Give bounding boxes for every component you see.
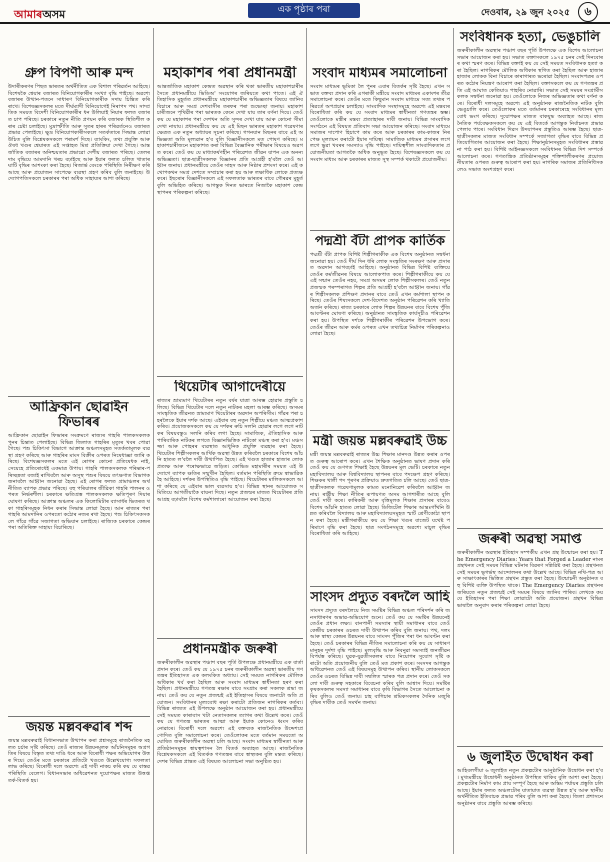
article-headline: জৰুৰী অৱস্থা সমাপ্ত: [478, 532, 582, 547]
column-divider: [153, 28, 154, 854]
article-body: আন্তৰ্জাতিক মহাকাশ কেন্দ্ৰত অৱস্থান কৰি থকা ভাৰতীয় মহাকাশচাৰীৰ সৈতে প্ৰধানমন্ত্ৰীয়ে ভিডিঅ' সংযোগৰ জৰিয়তে কথা পাতে। এই ঐতিহাসিক মুহূৰ্তত প্ৰধানমন্ত্ৰীয়ে মহাকাশচাৰীৰ অভিজ্ঞতাৰ বিষয়ে জানিব বিচাৰে আৰু সমগ্ৰ দেশবাসীৰ তৰফৰ পৰা শুভেচ্ছা জনায়। মহাকাশচাৰীজনে পৃথিৱীৰ পৰা ভাৰতক কেনে দেখা যায় তাৰ বৰ্ণনা দিয়ে। তেওঁ কয় যে মহাকাশৰ পৰা দেশখন অতি সুন্দৰ দেখা যায় আৰু কোনো সীমা দেখা নাযায়। প্ৰধানমন্ত্ৰীয়ে কয় যে এই মিছন ভাৰতৰ মহাকাশ গৱেষণাৰ ক্ষেত্ৰত এক নতুন অধ্যায়ৰ সূচনা কৰিছে। গগনযান মিছনৰ বাবে এই অভিজ্ঞতা অতি মূল্যৱান হ'ব বুলি বিজ্ঞানীসকলে মত পোষণ কৰিছে। মহাকাশচাৰীজনে মহাকাশত কৰা বিভিন্ন বৈজ্ঞানিক পৰীক্ষাৰ বিষয়েও অৱগত কৰে। তেওঁ কয় যে মাধ্যাকৰ্ষণহীন পৰিৱেশত জীৱন যাপন এক অনন্য অভিজ্ঞতা। ছাত্ৰ-ছাত্ৰীসকলক বিজ্ঞানৰ প্ৰতি আগ্ৰহী হ'বলৈ তেওঁ আহ্বান জনায়। প্ৰধানমন্ত্ৰীয়ে তেওঁৰ সাহস আৰু নিষ্ঠাৰ প্ৰশংসা কৰে। এই কথোপকথন সমগ্ৰ দেশতে সম্প্ৰচাৰ কৰা হয় আৰু লক্ষাধিক লোকে প্ৰত্যক্ষ কৰে। ইছৰোৰ বিজ্ঞানীসকলে এই সফলতাক ভাৰতৰ বাবে গৌৰৱৰ মুহূৰ্ত বুলি অভিহিত কৰিছে। আগন্তুক দিনত ভাৰতে নিজাকৈ মহাকাশ কেন্দ্ৰ স্থাপনৰ পৰিকল্পনা কৰিছে।: [157, 84, 303, 196]
section-divider: [8, 396, 150, 397]
article-body: উদাৰীকৰণৰ পিছত ভাৰতৰ অৰ্থনীতিত এক বিশাল পৰিৱৰ্তন আহিছে। বিশেষকৈ শ্বেয়াৰ বজাৰত বিনিয়োগকাৰীৰ সংখ্যা বৃদ্ধি পাইছে। অৱশ্যে বজাৰৰ উত্থান-পতনে সাধাৰণ বিনিয়োগকাৰীক সদায় চিন্তিত কৰি ৰাখে। বিশেষজ্ঞসকলৰ মতে দীৰ্ঘম্যাদী বিনিয়োগেই নিৰাপদ পথ। সাম্প্ৰতিক সময়ত বিদেশী বিনিয়োগকাৰীৰ ধন উলিয়াই নিয়াৰ ফলত বজাৰত চাপ পৰিছে। চৰকাৰে নতুন নীতি প্ৰণয়ন কৰি বজাৰক স্থিতিশীল কৰাৰ চেষ্টা চলাইছে। মুদ্ৰাস্ফীতি আৰু সুতৰ হাৰৰ পৰিৱৰ্তনেও বজাৰত প্ৰভাৱ পেলাইছে। ক্ষুদ্ৰ বিনিয়োগকাৰীসকলে সতৰ্কতাৰে সিদ্ধান্ত লোৱা উচিত বুলি বিশ্লেষকসকলে পৰামৰ্শ দিছে। ব্যাংকিং, তথ্য প্ৰযুক্তি আৰু ঔষধ খণ্ডৰ শ্বেয়াৰত এই সপ্তাহত মিশ্ৰ প্ৰতিক্ৰিয়া দেখা গৈছে। আন্তৰ্জাতিক বজাৰৰ অনিশ্চয়তাৰ প্ৰভাৱো দেশীয় বজাৰত পৰিছে। তেলৰ দাম বৃদ্ধিয়ে আমদানি খৰচ বঢ়াইছে আৰু ইয়াৰ ফলত চলিত খাতাৰ ঘাটি বৃদ্ধিৰ আশংকা কৰা হৈছে। ৰিজাৰ্ভ বেংকে পৰিস্থিতি নিৰীক্ষণ কৰি আছে আৰু প্ৰয়োজন সাপেক্ষে ব্যৱস্থা গ্ৰহণ কৰিব বুলি জনাইছে। উদ্যোগপতিসকলে চৰকাৰৰ পৰা অধিক সাহায্যৰ আশা কৰিছে।: [8, 84, 150, 183]
article-headline: সংবাদ মাধ্যমৰ সমালোচনা: [312, 66, 448, 81]
section-divider: [310, 430, 450, 431]
column-divider: [453, 28, 454, 854]
section-divider: [157, 638, 303, 639]
article-emergency-situation: [457, 532, 603, 742]
article-african-swine-fever: [8, 400, 150, 712]
article-headline: সংবিধানক হত্যা, ভেঙুচালি: [460, 30, 600, 45]
article-mp-pradyut: [310, 590, 450, 854]
section-divider: [157, 376, 303, 377]
article-constitution-murder: [457, 30, 603, 524]
article-theatre: [157, 380, 303, 634]
article-body: জৰুৰীকালীন অৱস্থাৰ পঞ্চাশ বছৰ পূৰ্তি উপলক্ষে এক বিশেষ আলোচনা সভাৰ আয়োজন কৰা হয়। সভাত বক্তাসকলে ১৯৭৫ চনৰ সেই দিনবোৰৰ কথা স্মৰণ কৰে। বিভিন্ন বক্তাই কয় যে সেই সময়ত সংবিধানক হত্যা কৰা হৈছিল। নাগৰিকৰ মৌলিক অধিকাৰ স্থগিত কৰা হৈছিল আৰু হাজাৰ হাজাৰ লোকক বিনা বিচাৰে কাৰাগাৰত ভৰোৱা হৈছিল। সংবাদপত্ৰৰ ওপৰত কঠোৰ নিয়ন্ত্ৰণ আৰোপ কৰা হৈছিল। বক্তাসকলে কয় যে গণতন্ত্ৰৰ প্ৰতি এই আঘাত কেতিয়াও পাহৰিব নোৱাৰি। সভাত সেই সময়ৰ সংগ্ৰামীসকলক সম্বৰ্ধনা জনোৱা হয়। তেওঁলোকে নিজৰ অভিজ্ঞতাৰ কথা বৰ্ণনা কৰে। বিৰোধী দলসমূহে অৱশ্যে এই অনুষ্ঠানক ৰাজনৈতিক নাটক বুলি ভেঙুচালি কৰে। তেওঁলোকৰ মতে বৰ্তমানৰ চৰকাৰেহে সংবিধানৰ মূল্যবোধ ভংগ কৰিছে। দুয়োপক্ষৰ মাজত বাকযুদ্ধ অব্যাহত আছে। ৰাজনৈতিক পৰ্যবেক্ষকসকলে কয় যে এই বিতৰ্কে আগন্তুক নিৰ্বাচনত প্ৰভাৱ পেলাব পাৰে। সংবিধান দিৱস উদযাপনৰ প্ৰস্তুতিও আৰম্ভ হৈছে। ছাত্ৰ-ছাত্ৰীসকলৰ মাজত সংবিধান সম্পৰ্কে সজাগতা বৃদ্ধিৰ বাবে বিভিন্ন প্ৰতিযোগিতাৰ আয়োজন কৰা হৈছে। শিক্ষানুষ্ঠানসমূহত সংবিধানৰ প্ৰস্তাৱনা পাঠ কৰা হয়। বিশিষ্ট আইনজ্ঞসকলে সংবিধানৰ বিভিন্ন দিশ সম্পৰ্কে আলোচনা কৰে। গণতান্ত্ৰিক প্ৰতিষ্ঠানসমূহৰ শক্তিশালীকৰণৰ প্ৰয়োজনীয়তাৰ ওপৰত গুৰুত্ব আৰোপ কৰা হয়। নাগৰিক সমাজৰ প্ৰতিনিধিসকলেও সভাত অংশগ্ৰহণ কৰে।: [457, 48, 603, 173]
section-divider: [457, 746, 603, 747]
section-divider: [310, 586, 450, 587]
article-body: আফ্ৰিকান ছোৱাইন ফিভাৰৰ সংক্ৰমণে ৰাজ্যৰ গাহৰি পালকসকলক পুনৰ চিন্তাত পেলাইছে। বিভিন্ন জিলাত গাহৰিৰ মৃত্যুৰ খবৰ পোৱা গৈছে। পশু চিকিৎসা বিভাগে আক্ৰান্ত অঞ্চলসমূহত সতৰ্কতামূলক ব্যৱস্থা গ্ৰহণ কৰিছে আৰু গাহৰিৰ মাংস বিক্ৰীৰ ওপৰত নিষেধাজ্ঞা জাৰি কৰিছে। বিশেষজ্ঞসকলৰ মতে এই ৰোগৰ কোনো প্ৰতিষেধক নাই, সেয়েহে প্ৰতিৰোধেই একমাত্ৰ উপায়। গাহৰি পালকসকলক পৰিষ্কাৰ-পৰিচ্ছন্নতা বজাই ৰাখিবলৈ আৰু অসুস্থ পশুৰ বিষয়ে তৎক্ষণাত বিভাগক জনাবলৈ আহ্বান জনোৱা হৈছে। এই ৰোগৰ ফলত গ্ৰামাঞ্চলৰ অৰ্থনীতিত ব্যাপক প্ৰভাৱ পৰিছে। বহু পৰিয়ালৰ জীৱিকা গাহৰি পালনৰ ওপৰত নিৰ্ভৰশীল। চৰকাৰে ক্ষতিগ্ৰস্ত পালকসকলক ক্ষতিপূৰণ দিয়াৰ ঘোষণা কৰিছে। আক্ৰান্ত অঞ্চলৰ এক কিলোমিটাৰ ব্যাসাৰ্ধৰ ভিতৰত থকা গাহৰিসমূহক নিধন কৰাৰ সিদ্ধান্ত লোৱা হৈছে। আন ৰাজ্যৰ পৰা গাহৰি আমদানিৰ ওপৰতো কঠোৰ নজৰ ৰখা হৈছে। পশু চিকিৎসকসকলে গাঁৱে গাঁৱে সজাগতা অভিযান চলাইছে। ৰাজ্যিক চৰকাৰে কেন্দ্ৰৰ পৰা অতিৰিক্ত সাহায্য বিচাৰিছে।: [8, 433, 150, 532]
article-body: সংবাদ মাধ্যমৰ ভূমিকা লৈ পুনৰ এবাৰ বিতৰ্কৰ সৃষ্টি হৈছে। এখন সভাত বক্তব্য প্ৰদান কৰি এগৰাকী মন্ত্ৰীয়ে সংবাদ মাধ্যমৰ একাংশৰ তীব্ৰ সমালোচনা কৰে। তেওঁৰ মতে কিছুমান সংবাদ মাধ্যমে সত্য তথ্যৰ পৰিৱৰ্তে অপপ্ৰচাৰ চলাইছে। সাংবাদিক সংস্থাসমূহে অৱশ্যে এই মন্তব্যৰ বিৰোধিতা কৰি কয় যে সংবাদ মাধ্যমৰ স্বাধীনতা গণতন্ত্ৰৰ স্তম্ভ। তেওঁলোকে মন্ত্ৰীৰ মন্তব্য প্ৰত্যাহাৰৰ দাবী জনায়। বিভিন্ন সাংবাদিক সংগঠনে এই বিষয়ত প্ৰতিবাদ সভা আয়োজন কৰিছে। সংবাদ মাধ্যমে সমাজৰ দাপোণ হিচাপে কাম কৰে আৰু চৰকাৰৰ কাম-কাজৰ নিৰপেক্ষ মূল্যায়ন কৰাটো ইয়াৰ দায়িত্ব। সামাজিক মাধ্যমৰ প্ৰসাৰৰ লগে লগে ভুৱা খবৰৰ সমস্যাও বৃদ্ধি পাইছে। দায়িত্বশীল সাংবাদিকতাৰ প্ৰয়োজনীয়তা আগতকৈ অধিক অনুভূত হৈছে। বিশেষজ্ঞসকলে কয় যে সংবাদ মাধ্যম আৰু চৰকাৰৰ মাজত সুস্থ সম্পৰ্ক থকাটো প্ৰয়োজনীয়।: [310, 84, 450, 163]
logo-text-red: আমাৰ: [14, 8, 43, 21]
article-pm-emergency: [157, 642, 303, 854]
article-share-market: [8, 66, 150, 392]
article-headline: পদ্মশ্ৰী বঁটা প্ৰাপক কাৰ্তিক: [315, 234, 445, 249]
masthead: [0, 0, 610, 24]
article-headline: গ্ৰুপ বিপণী আৰু মন্দ: [24, 66, 134, 81]
page-number: ৬: [578, 2, 598, 22]
article-body: সাংসদ প্ৰদ্যুত বৰদলৈয়ে নিজ সমষ্টিৰ বিভিন্ন অঞ্চল পৰিদৰ্শন কৰি জনসাধাৰণৰ অভাৱ-অভিযোগ শুনে। তেওঁ কয় যে সমষ্টিৰ উন্নয়নেই তেওঁৰ প্ৰধান লক্ষ্য। বানপানী সমস্যাৰ স্থায়ী সমাধানৰ বাবে তেওঁ কেন্দ্ৰীয় চৰকাৰৰ ওচৰত দাবী উত্থাপন কৰিব বুলি জনায়। পথ, দলং আৰু স্বাস্থ্য কেন্দ্ৰৰ উন্নয়নৰ বাবে সাংসদ পুঁজিৰ পৰা ধন আবণ্টন কৰা হৈছে। তেওঁ চৰকাৰৰ বিভিন্ন নীতিৰ সমালোচনা কৰি কয় যে সাধাৰণ মানুহৰ দুৰ্দশা বৃদ্ধি পাইছে। মূল্যবৃদ্ধি আৰু নিবনুৱা সমস্যাই জনজীৱন বিপৰ্যস্ত কৰিছে। যুৱক-যুৱতীসকলৰ বাবে নিয়োগৰ সুযোগ সৃষ্টি কৰাটো অতি প্ৰয়োজনীয় বুলি তেওঁ মত প্ৰকাশ কৰে। সংসদৰ আগন্তুক অধিৱেশনত তেওঁ এই বিষয়সমূহ উত্থাপন কৰিব। স্থানীয় লোকসকলে তেওঁৰ ওচৰত বিভিন্ন দাবী সম্বলিত স্মাৰক পত্ৰ প্ৰদান কৰে। তেওঁ সকলো দাবী গুৰুত্ব সহকাৰে বিবেচনা কৰিব বুলি আশ্বাস দিয়ে। সমষ্টিৰ কৃষকসকলৰ সমস্যা সমাধানৰ বাবে কৃষি বিভাগৰ সৈতে আলোচনা কৰিব বুলিও তেওঁ জনায়। চাহ বাগিচাৰ শ্ৰমিকসকলৰ দৈনিক মজুৰি বৃদ্ধিৰ দাবীক তেওঁ সমৰ্থন জনায়।: [310, 608, 450, 707]
article-media-criticism: [310, 66, 450, 226]
article-jayanta-sound: [8, 720, 150, 854]
article-headline: সাংসদ প্ৰদ্যুত বৰদলৈ আহি: [310, 590, 450, 605]
article-body: আহিবলগীয়া ৬ জুলাইত নতুন প্ৰকল্পটোৰ আনুষ্ঠানিক উদ্বোধন কৰা হ'ব। মুখ্যমন্ত্ৰীয়ে উদ্বোধনী অনুষ্ঠানত উপস্থিত থাকিব বুলি আশা কৰা হৈছে। প্ৰকল্পটোৰ নিৰ্মাণ কাম প্ৰায় সম্পূৰ্ণ হৈছে আৰু অন্তিম পৰ্যায়ৰ প্ৰস্তুতি চলি আছে। ইয়াৰ ফলত অঞ্চলটোৰ যাতায়াত ব্যৱস্থা উন্নত হ'ব আৰু স্থানীয় অৰ্থনীতিত ইতিবাচক প্ৰভাৱ পৰিব বুলি আশা কৰা হৈছে। জিলা প্ৰশাসনে অনুষ্ঠানৰ বাবে প্ৰস্তুতি আৰম্ভ কৰিছে।: [457, 768, 603, 807]
section-divider: [8, 716, 150, 717]
column-divider: [306, 28, 307, 854]
article-headline: জয়ন্ত মল্লবৰুৱাৰ শব্দ: [25, 720, 133, 735]
article-body: জয়ন্ত মল্লবৰুৱাই বিধানসভাত উত্থাপন কৰা প্ৰশ্নসমূহে ৰাজনৈতিক মহলত চৰ্চাৰ সৃষ্টি কৰিছে। তেওঁ ৰাজ্যৰ উন্নয়নমূলক আঁচনিসমূহৰ অগ্ৰগতিৰ বিষয়ে বিস্তৃত তথ্য দাঙি ধৰে আৰু বিৰোধী পক্ষৰ অভিযোগৰ উত্তৰ দিয়ে। তেওঁৰ মতে চৰকাৰে প্ৰতিটো খণ্ডতে উল্লেখযোগ্য সফলতা লাভ কৰিছে। বিৰোধী দলে অৱশ্যে এই দাবী নাকচ কৰি কয় যে বাস্তৱ পৰিস্থিতি বেলেগ। বিধানসভাৰ অধিৱেশনত দুয়োপক্ষৰ মাজত উত্তপ্ত তৰ্ক-বিতৰ্ক হয়।: [8, 738, 150, 784]
article-padmashri: [310, 234, 450, 426]
article-headline: ৬ জুলাইত উদ্বোধন কৰা: [467, 750, 593, 765]
article-body: মন্ত্ৰী জয়ন্ত মল্লবৰুৱাই ৰাজ্যৰ উচ্চ শিক্ষাৰ মানদণ্ড উন্নত কৰাৰ ওপৰত গুৰুত্ব আৰোপ কৰে। এখন শৈক্ষিক অনুষ্ঠানত ভাষণ প্ৰদান কৰি তেওঁ কয় যে গুণগত শিক্ষাই হৈছে উন্নয়নৰ মূল ভেটি। চৰকাৰে নতুন মহাবিদ্যালয় আৰু বিশ্ববিদ্যালয় স্থাপনৰ বাবে পদক্ষেপ গ্ৰহণ কৰিছে। শিক্ষকৰ খালী পদ পূৰণৰ প্ৰক্ৰিয়াও দ্ৰুতগতিত চলি আছে। তেওঁ ছাত্ৰ-ছাত্ৰীসকলক গৱেষণামূলক কামত মনোনিৱেশ কৰিবলৈ আহ্বান জনায়। ৰাষ্ট্ৰীয় শিক্ষা নীতিৰ ৰূপায়ণত অসম আগশাৰীত আছে বুলি তেওঁ দাবী কৰে। কাৰিকৰী আৰু বৃত্তিমূলক শিক্ষাৰ প্ৰসাৰৰ বাবেও বিশেষ আঁচনি হাতত লোৱা হৈছে। ডিজিটেল শিক্ষাৰ আন্তঃগাঁথনি উন্নত কৰিবলৈ বিদ্যালয় আৰু মহাবিদ্যালয়সমূহত স্মাৰ্ট শ্ৰেণীকোঠা স্থাপন কৰা হৈছে। মন্ত্ৰীগৰাকীয়ে কয় যে শিক্ষা খণ্ডৰ বাজেট যথেষ্ট পৰিমাণে বৃদ্ধি কৰা হৈছে। ছাত্ৰ সংগঠনসমূহে অৱশ্যে মাচুল বৃদ্ধিৰ বিৰোধিতা কৰি আহিছে।: [310, 452, 450, 538]
continued-from-front-label: এক পৃষ্ঠাৰ পৰা: [248, 3, 360, 18]
newspaper-logo: [14, 3, 66, 21]
article-headline: প্ৰধানমন্ত্ৰীক জৰুৰী: [182, 642, 278, 657]
section-divider: [310, 230, 450, 231]
article-headline: থিয়েটাৰ আগাদেৰীয়ে: [174, 380, 286, 395]
article-body: ৰাজ্যৰ ভ্ৰাম্যমাণ থিয়েটাৰৰ নতুন বৰ্ষৰ যাত্ৰা আৰম্ভ হোৱাৰ প্ৰস্তুতি চলিছে। বিভিন্ন থিয়েটাৰ দলে নতুন নাটকৰ মহলা আৰম্ভ কৰিছে। অসমৰ সাংস্কৃতিক জীৱনত ভ্ৰাম্যমাণ থিয়েটাৰৰ অৱদান অপৰিসীম। গাঁৱৰ পৰা চহৰলৈকে ইয়াৰ দৰ্শক আছে। এইবাৰ বহু নতুন শিল্পীয়ে মঞ্চত আত্মপ্ৰকাশ কৰিব। প্ৰযোজকসকলে কয় যে দৰ্শকৰ ৰুচি সলনি হোৱাৰ লগে লগে নাটকৰ বিষয়বস্তুও সলনি কৰিব লগা হৈছে। সামাজিক, ঐতিহাসিক আৰু পাৰিবাৰিক নাটকৰ লগতে বিজ্ঞানভিত্তিক নাটকো মঞ্চস্থ কৰা হ'ব। মঞ্চসজ্জা আৰু পোহৰৰ ব্যৱস্থাত আধুনিক প্ৰযুক্তি ব্যৱহাৰ কৰা হৈছে। থিয়েটাৰ শিল্পীসকলৰ আৰ্থিক অৱস্থা উন্নত কৰিবলৈ চৰকাৰে বিশেষ আঁচনি হাতত ল'বলৈ দাবী উত্থাপিত হৈছে। এই খণ্ডত হাজাৰ হাজাৰ লোক প্ৰত্যক্ষ আৰু পৰোক্ষভাৱে জড়িত। কোভিড মহামাৰীৰ সময়ত এই উদ্যোগে ব্যাপক ক্ষতিৰ সন্মুখীন হৈছিল। বৰ্তমান পৰিস্থিতি ক্ৰমে স্বাভাৱিক হৈ আহিছে। দৰ্শকৰ উপস্থিতিও বৃদ্ধি পাইছে। থিয়েটাৰৰ মালিকসকলে আশা কৰিছে যে এইবাৰ ভাল ব্যৱসায় হ'ব। বিভিন্ন স্থানৰ আয়োজক সমিতিয়ে আগতীয়াকৈ বায়না দিছে। নতুন প্ৰজন্মৰ মাজত থিয়েটাৰৰ প্ৰতি আগ্ৰহ বঢ়াবলৈ বিশেষ কৰ্মশালাৰো আয়োজন কৰা হৈছে।: [157, 398, 303, 503]
article-body: জৰুৰীকালীন অৱস্থাৰ ইতিহাস সম্পৰ্কীয় এখন গ্ৰন্থ উন্মোচন কৰা হয়। The Emergency Diaries: Years that Forged a Leader নামৰ গ্ৰন্থখনত সেই সময়ৰ বিভিন্ন ঘটনাৰ বিৱৰণ সন্নিৱিষ্ট কৰা হৈছে। গ্ৰন্থখনত সেই সময়ৰ ভূগৰ্ভস্থ আন্দোলনৰ কথা উল্লেখ আছে। বিভিন্ন নথি-পত্ৰ আৰু সাক্ষাৎকাৰৰ ভিত্তিত গ্ৰন্থখন প্ৰস্তুত কৰা হৈছে। উন্মোচনী অনুষ্ঠানত বহু বিশিষ্ট ব্যক্তি উপস্থিত থাকে। The Emergency Diaries গ্ৰন্থখনৰ জৰিয়তে নতুন প্ৰজন্মই সেই সময়ৰ বিষয়ে জানিব পাৰিব। লেখকে কয় যে ইতিহাসৰ পৰা শিক্ষা লোৱাটো অতি প্ৰয়োজন। গ্ৰন্থখন বিভিন্ন ভাষালৈ অনুবাদ কৰাৰ পৰিকল্পনা লোৱা হৈছে।: [457, 550, 603, 609]
article-july6-inauguration: [457, 750, 603, 854]
article-minister-jayanta: [310, 434, 450, 582]
article-body: পদ্মশ্ৰী বঁটা প্ৰাপক বিশিষ্ট শিল্পীগৰাকীক এক বিশেষ অনুষ্ঠানত সম্বৰ্ধনা জনোৱা হয়। তেওঁ দীৰ্ঘ দিন ধৰি লোক সংস্কৃতিৰ সংৰক্ষণ আৰু প্ৰসাৰত অৱদান আগবঢ়াই আহিছে। অনুষ্ঠানত বিভিন্ন বিশিষ্ট ব্যক্তিয়ে তেওঁৰ কৰ্মজীৱনৰ বিষয়ে আলোকপাত কৰে। শিল্পীগৰাকীয়ে কয় যে এই সন্মান তেওঁৰ নহয়, সমগ্ৰ অসমৰ লোক শিল্পীসকলৰ। তেওঁ নতুন প্ৰজন্মক পৰম্পৰাগত শিল্পৰ প্ৰতি আগ্ৰহী হ'বলৈ আহ্বান জনায়। গাঁৱৰ শিল্পীসকলক প্ৰশিক্ষণ প্ৰদানৰ বাবে তেওঁ এখন কৰ্মশালা স্থাপন কৰিছে। তেওঁৰ শিষ্যসকলে দেশ-বিদেশত অনুষ্ঠান পৰিৱেশন কৰি খ্যাতি অৰ্জন কৰিছে। ৰাজ্য চৰকাৰে লোক শিল্পৰ উন্নয়নৰ বাবে বিশেষ পুঁজি আবণ্টনৰ ঘোষণা কৰিছে। অনুষ্ঠানত সাংস্কৃতিক কাৰ্যসূচীও পৰিৱেশন কৰা হয়। উপস্থিত দৰ্শকে শিল্পীগৰাকীৰ পৰিৱেশন উপভোগ কৰে। তেওঁৰ জীৱন আৰু কৰ্মৰ ওপৰত এখন তথ্যচিত্ৰ নিৰ্মাণৰ পৰিকল্পনাও লোৱা হৈছে।: [310, 252, 450, 338]
article-pm-from-space: [157, 66, 303, 372]
section-divider: [457, 528, 603, 529]
issue-date: দেওবাৰ, ২৯ জুন ২০২৫: [480, 8, 570, 18]
logo-text-black: অসম: [42, 8, 66, 21]
article-headline: মন্ত্ৰী জয়ন্ত মল্লবৰুৱাই উচ্চ: [313, 434, 447, 449]
article-headline: আফ্ৰিকান ছোৱাইন ফিভাৰৰ: [29, 400, 129, 430]
article-body: জৰুৰীকালীন অৱস্থাৰ পঞ্চাশ বছৰ পূৰ্তি উপলক্ষে প্ৰধানমন্ত্ৰীয়ে এক বাৰ্তা প্ৰদান কৰে। তেওঁ কয় যে ১৯৭৫ চনৰ জৰুৰীকালীন অৱস্থা ভাৰতীয় গণতন্ত্ৰৰ ইতিহাসত এক কলংকিত অধ্যায়। সেই সময়ত নাগৰিকৰ মৌলিক অধিকাৰ খৰ্ব কৰা হৈছিল আৰু সংবাদ মাধ্যমৰ স্বাধীনতা হৰণ কৰা হৈছিল। প্ৰধানমন্ত্ৰীয়ে গণতন্ত্ৰ ৰক্ষাৰ বাবে সংগ্ৰাম কৰা সকলক শ্ৰদ্ধা জনায়। তেওঁ কয় যে নতুন প্ৰজন্মই এই ইতিহাসৰ বিষয়ে জনাটো অতি প্ৰয়োজন। সংবিধানৰ মূল্যবোধ ৰক্ষা কৰাটো প্ৰতিজন নাগৰিকৰ কৰ্তব্য। বিভিন্ন ৰাজ্যত এই উপলক্ষে অনুষ্ঠান আয়োজন কৰা হয়। প্ৰধানমন্ত্ৰীয়ে সেই সময়ত কাৰাবাস খটা নেতাসকলৰ ত্যাগৰ কথা উল্লেখ কৰে। তেওঁ কয় যে গণতন্ত্ৰ ভাৰতৰ আত্মা আৰু ইয়াক কোনেও ধ্বংস কৰিব নোৱাৰে। বিৰোধী দলে অৱশ্যে এই বক্তব্যক ৰাজনৈতিক উদ্দেশ্যপ্ৰণোদিত বুলি সমালোচনা কৰে। তেওঁলোকৰ মতে বৰ্তমান সময়তো অঘোষিত জৰুৰীকালীন অৱস্থা চলি আছে। সংবাদ মাধ্যমৰ স্বাধীনতা আৰু প্ৰতিষ্ঠানসমূহৰ স্বায়ত্বশাসন লৈ বিতৰ্ক অব্যাহত আছে। ৰাজনৈতিক বিশ্লেষকসকলে এই বিতৰ্কক গণতন্ত্ৰৰ বাবে স্বাস্থ্যকৰ বুলি মন্তব্য কৰিছে। দেশৰ বিভিন্ন প্ৰান্তত এই বিষয়ত আলোচনা সভা অনুষ্ঠিত হয়।: [157, 660, 303, 765]
article-headline: মহাকাশৰ পৰা প্ৰধানমন্ত্ৰী: [163, 66, 297, 81]
